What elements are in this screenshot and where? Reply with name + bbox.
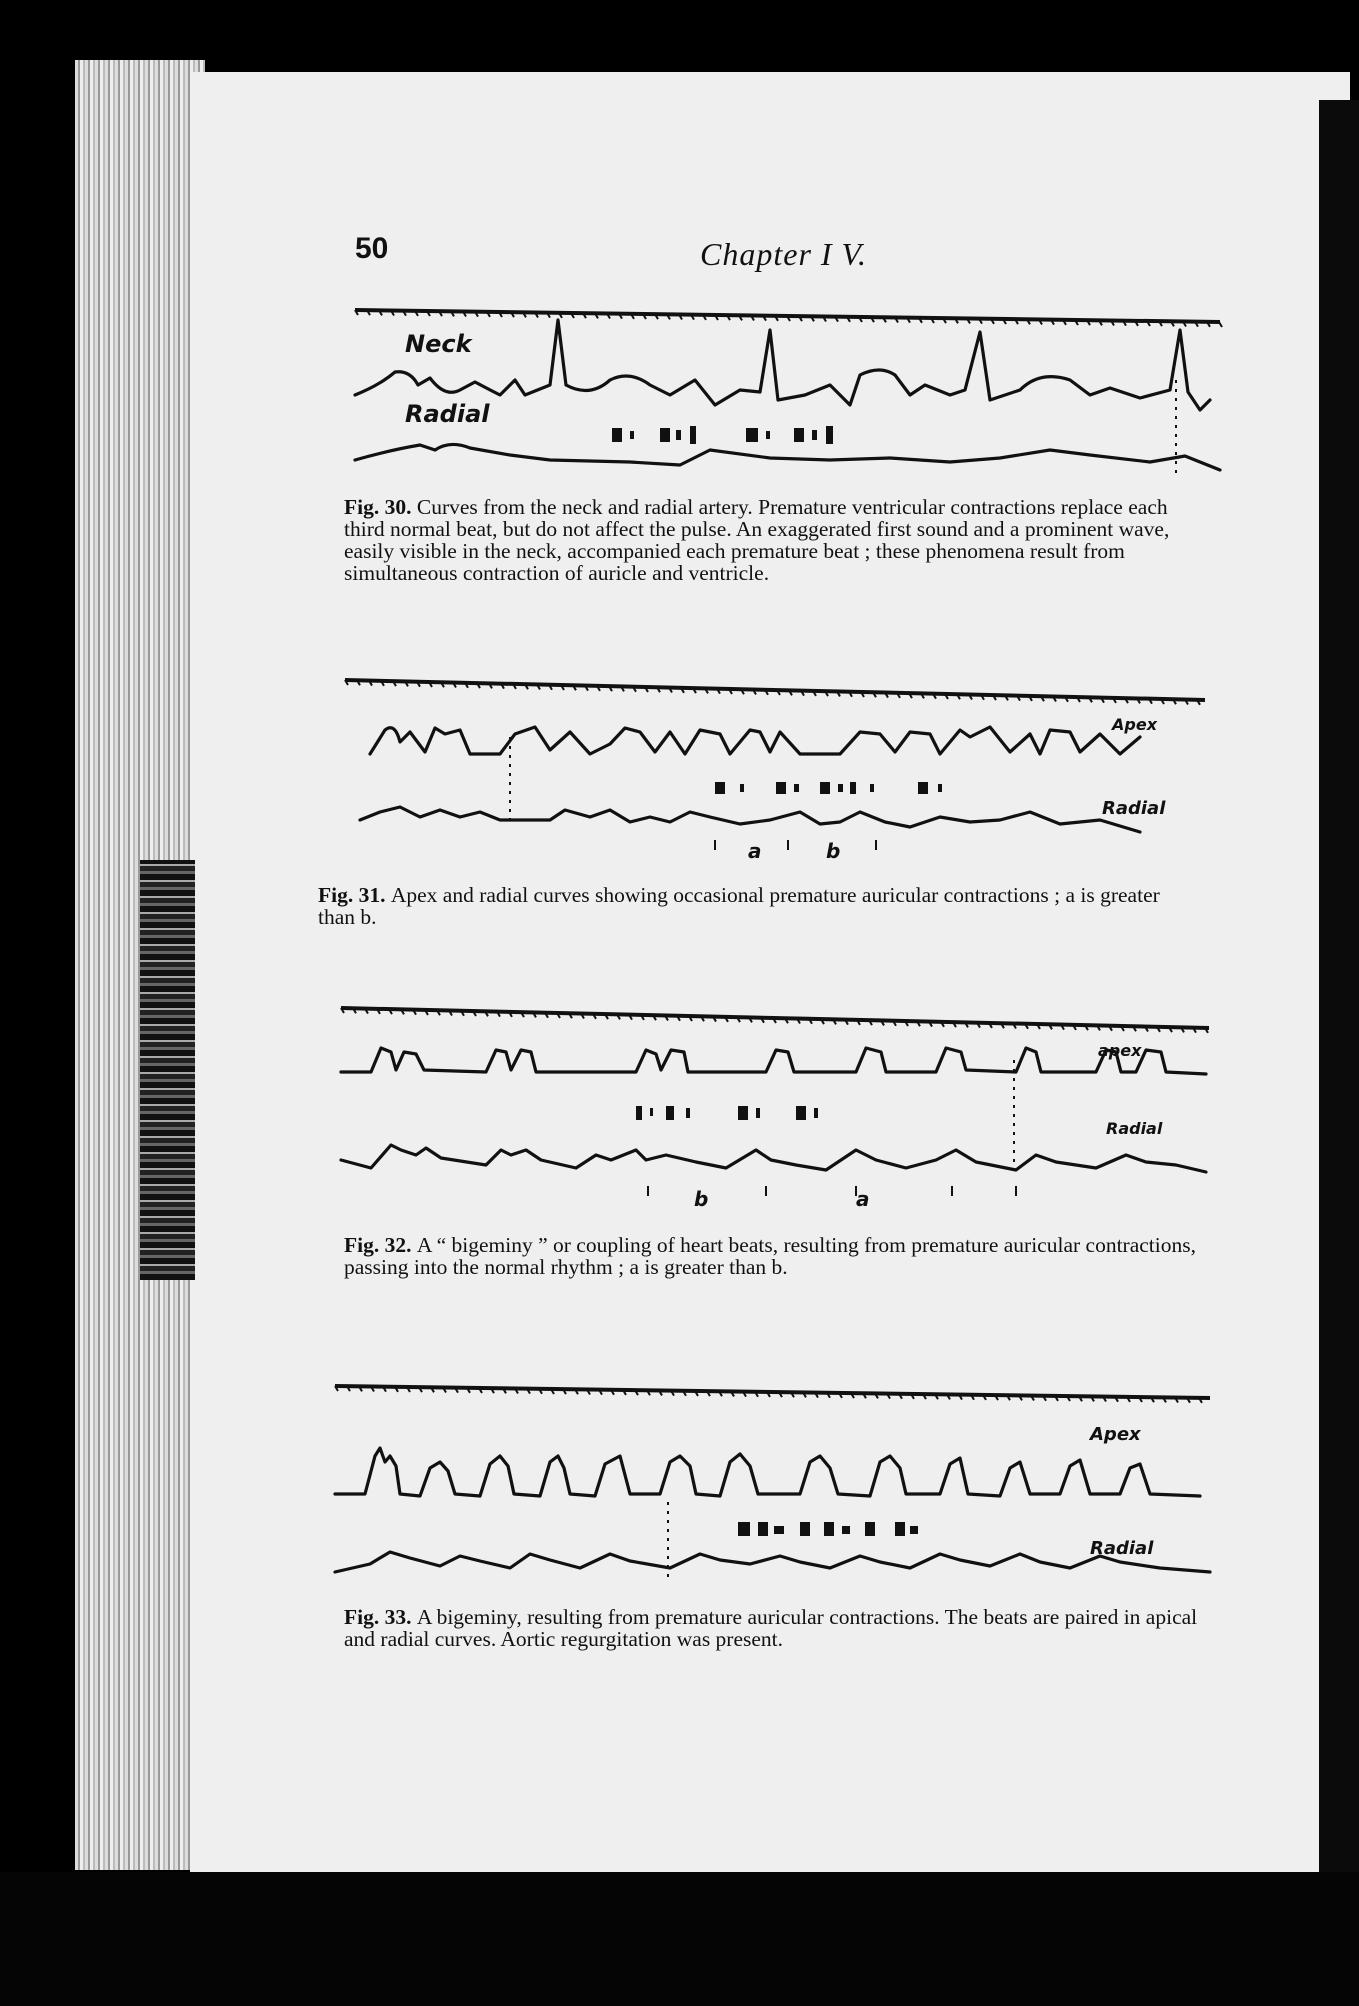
apex-trace <box>370 727 1140 754</box>
neck-trace <box>355 320 1210 410</box>
trace-label-radial: Radial <box>1106 1119 1163 1138</box>
figure-33-caption-text: A bigeminy, resulting from premature auricular contractions. The beats are paired in apical and radial curves. Aortic regurgitation was present. <box>344 1605 1198 1651</box>
radial-trace <box>335 1552 1210 1572</box>
figure-30-caption <box>344 496 1204 584</box>
apex-trace <box>341 1048 1206 1074</box>
marker-a: a <box>856 1187 870 1211</box>
marker-b: b <box>826 839 841 863</box>
figure-32-caption <box>344 1234 1204 1278</box>
figure-33-caption <box>344 1606 1204 1650</box>
interval-ticks <box>715 840 876 850</box>
trace-label-neck: Neck <box>405 330 472 358</box>
figure-31-label: Fig. 31. <box>318 883 386 907</box>
figure-30-label: Fig. 30. <box>344 495 412 519</box>
marker-a: a <box>748 839 762 863</box>
trace-label-apex: Apex <box>1112 715 1158 734</box>
trace-label-radial: Radial <box>1090 1538 1154 1559</box>
figure-33-tracing <box>330 1376 1220 1596</box>
pause-marks <box>636 1106 818 1120</box>
figure-32-caption-text: A “ bigeminy ” or coupling of heart beats, resulting from premature auricular contractions, passing into the normal rhythm ; a is greater than b. <box>344 1233 1196 1279</box>
figure-31-caption <box>318 884 1198 928</box>
trace-label-apex: apex <box>1098 1041 1142 1060</box>
pause-marks <box>715 782 942 794</box>
apex-trace <box>335 1448 1200 1496</box>
page-number: 50 <box>355 232 389 265</box>
time-tick <box>1219 322 1222 327</box>
right-shadow <box>1319 100 1359 1880</box>
bottom-shadow <box>0 1872 1359 2006</box>
radial-trace <box>355 444 1220 470</box>
figure-30-tracing <box>350 300 1230 490</box>
figure-32-tracing <box>336 1000 1216 1220</box>
pause-marks <box>738 1522 918 1536</box>
radial-trace <box>341 1145 1206 1172</box>
chapter-title: Chapter I V. <box>700 236 867 272</box>
marker-b: b <box>694 1187 709 1211</box>
time-marker-line <box>341 1008 1209 1028</box>
figure-31-caption-text: Apex and radial curves showing occasional premature auricular contractions ; a is greater than b. <box>318 883 1160 929</box>
figure-31-tracing <box>340 672 1220 872</box>
figure-32-label: Fig. 32. <box>344 1233 412 1257</box>
radial-trace <box>360 807 1140 832</box>
trace-label-apex: Apex <box>1090 1424 1141 1445</box>
figure-30-caption-text: Curves from the neck and radial artery. Premature ventricular contractions replace each third normal beat, but do not affect the pulse. An exaggerated first sound and a prominent wave, easily visible in the neck, accompanied each premature beat ; these phenomena result from simultaneous contraction of auricle and ventricle. <box>344 495 1170 585</box>
figure-33-label: Fig. 33. <box>344 1605 412 1629</box>
time-marker-line <box>335 1386 1210 1398</box>
trace-label-radial: Radial <box>405 400 490 428</box>
pause-marks <box>612 426 833 444</box>
binding-stamp <box>140 860 195 1280</box>
trace-label-radial: Radial <box>1102 798 1166 819</box>
time-marker-line <box>345 680 1205 700</box>
